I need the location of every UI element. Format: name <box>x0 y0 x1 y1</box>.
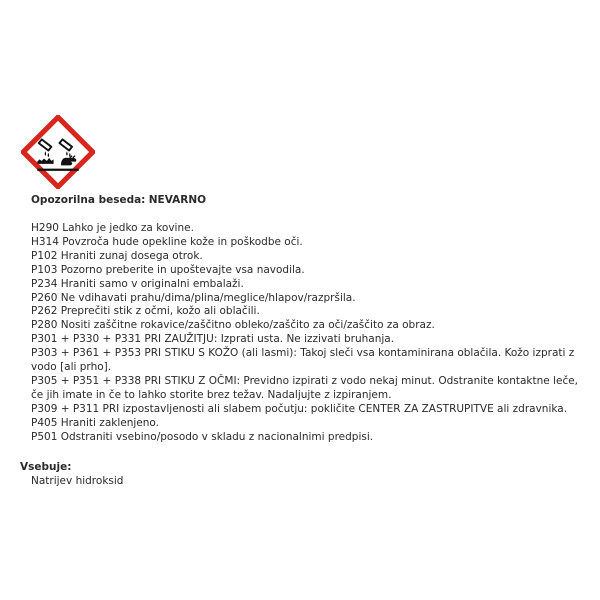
statement-p501: P501 Odstraniti vsebino/posodo v skladu z nacionalnimi predpisi. <box>31 430 374 443</box>
corrosion-icon <box>21 115 95 189</box>
statement-p405: P405 Hraniti zaklenjeno. <box>31 416 159 429</box>
statement-h314: H314 Povzroča hude opekline kože in poškodbe oči. <box>31 235 303 248</box>
statement-h290: H290 Lahko je jedko za kovine. <box>31 222 194 234</box>
statement-p309: P309 + P311 PRI izpostavljenosti ali slabem počutju: pokličite CENTER ZA ZASTRUPITVE ali zdravnika. <box>31 402 568 415</box>
statement-p102: P102 Hraniti zunaj dosega otrok. <box>31 249 203 262</box>
statement-p303: P303 + P361 + P353 PRI STIKU S KOŽO (ali lasmi): Takoj sleči vsa kontaminirana oblačila. Kožo izprati z vodo [ali prho]. <box>31 347 575 374</box>
contains-item: Natrijev hidroksid <box>31 475 124 487</box>
statement-p280: P280 Nositi zaščitne rokavice/zaščitno obleko/zaščito za oči/zaščito za obraz. <box>31 319 435 332</box>
contains-section <box>20 460 123 488</box>
signal-word-value: NEVARNO <box>148 194 207 206</box>
contains-heading: Vsebuje: <box>20 461 72 473</box>
statement-p305: P305 + P351 + P338 PRI STIKU Z OČMI: Previdno izpirati z vodo nekaj minut. Odstranite kontaktne leče, če jih imate in če to lahko storite brez težav. Nadaljujte z izpiranjem. <box>31 374 579 401</box>
signal-word-label: Opozorilna beseda: <box>31 194 146 206</box>
statement-p260: P260 Ne vdihavati prahu/dima/plina/meglice/hlapov/razpršila. <box>31 291 356 304</box>
statement-p234: P234 Hraniti samo v originalni embalaži. <box>31 277 244 290</box>
hazard-precautionary-statements <box>31 222 579 445</box>
statement-p103: P103 Pozorno preberite in upoštevajte vsa navodila. <box>31 263 305 276</box>
statement-p301: P301 + P330 + P331 PRI ZAUŽITJU: Izprati usta. Ne izzivati bruhanja. <box>31 333 395 346</box>
statement-p262: P262 Preprečiti stik z očmi, kožo ali oblačili. <box>31 305 260 318</box>
signal-word <box>31 193 206 207</box>
